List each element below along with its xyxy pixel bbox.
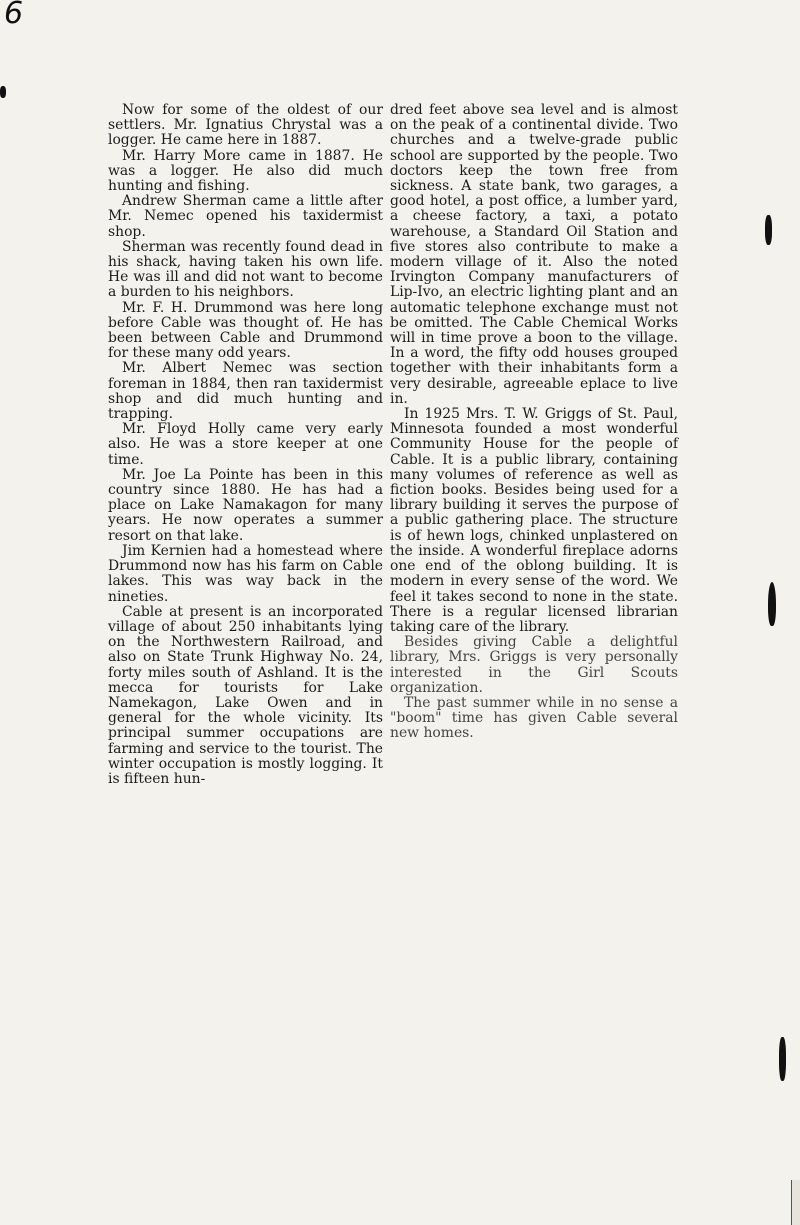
ink-mark xyxy=(779,1037,786,1081)
ink-mark xyxy=(765,215,772,245)
paragraph: Now for some of the oldest of our settlers. Mr. Ignatius Chrystal was a logger. He came here in 1887. xyxy=(108,102,383,149)
paragraph: Sherman was recently found dead in his shack, having taken his own life. He was ill and did not want to become a burden to his neighbors. xyxy=(108,238,383,301)
paragraph: Mr. F. H. Drummond was here long before Cable was thought of. He has been between Cable and Drummond for these many odd years. xyxy=(108,299,383,362)
paragraph: Cable at present is an incorporated village of about 250 inhabitants lying on the Northwestern Railroad, and also on State Trunk Highway No. 24, forty miles south of Ashland. It is the mecca for tourists for Lake Namekagon, Lake Owen and in general for the whole vicinity. Its principal summer occupations are farming and service to the tourist. The winter occupation is mostly logging. It is fifteen hun- xyxy=(108,603,383,787)
paragraph: Mr. Floyd Holly came very early also. He was a store keeper at one time. xyxy=(108,421,383,468)
paragraph: Mr. Harry More came in 1887. He was a logger. He also did much hunting and fishing. xyxy=(108,147,383,195)
page-number: 6 xyxy=(4,0,24,31)
paragraph: In 1925 Mrs. T. W. Griggs of St. Paul, Minnesota founded a most wonderful Community House for the people of Cable. It is a public library, containing many volumes of reference as well as fiction books. Besides being used for a library building it serves the purpose of a public gathering place. The structure is of hewn logs, chinked unplastered on the inside. A wonderful fireplace adorns one end of the oblong building. It is modern in every sense of the word. We feel it takes second to none in the state. There is a regular licensed librarian taking care of the library. xyxy=(390,406,678,635)
paragraph: Andrew Sherman came a little after Mr. Nemec opened his taxidermist shop. xyxy=(108,193,383,240)
paragraph: The past summer while in no sense a "boom" time has given Cable several new homes. xyxy=(390,694,678,742)
ink-mark xyxy=(0,86,6,98)
paragraph: Besides giving Cable a delightful library, Mrs. Griggs is very personally interested in the Girl Scouts organization. xyxy=(390,634,678,696)
article-column-right xyxy=(390,103,678,742)
paper-edge xyxy=(791,1180,800,1225)
paragraph: dred feet above sea level and is almost on the peak of a continental divide. Two churches and a twelve-grade public school are supported by the people. Two doctors keep the town free from sickness. A state bank, two garages, a good hotel, a post office, a lumber yard, a cheese factory, a taxi, a potato warehouse, a Standard Oil Station and five stores also contribute to make a modern village of it. Also the noted Irvington Company manufacturers of Lip-Ivo, an electric lighting plant and an automatic telephone exchange must not be omitted. The Cable Chemical Works will in time prove a boon to the village. In a word, the fifty odd houses grouped together with their inhabitants form a very desirable, agreeable eplace to live in. xyxy=(390,102,678,407)
paragraph: Mr. Albert Nemec was section foreman in 1884, then ran taxidermist shop and did much hunting and trapping. xyxy=(108,360,383,423)
ink-mark xyxy=(768,582,776,626)
paragraph: Jim Kernien had a homestead where Drummond now has his farm on Cable lakes. This was way back in the nineties. xyxy=(108,542,383,605)
paragraph: Mr. Joe La Pointe has been in this country since 1880. He has had a place on Lake Namakagon for many years. He now operates a summer resort on that lake. xyxy=(108,466,383,544)
article-column-left xyxy=(108,103,383,787)
